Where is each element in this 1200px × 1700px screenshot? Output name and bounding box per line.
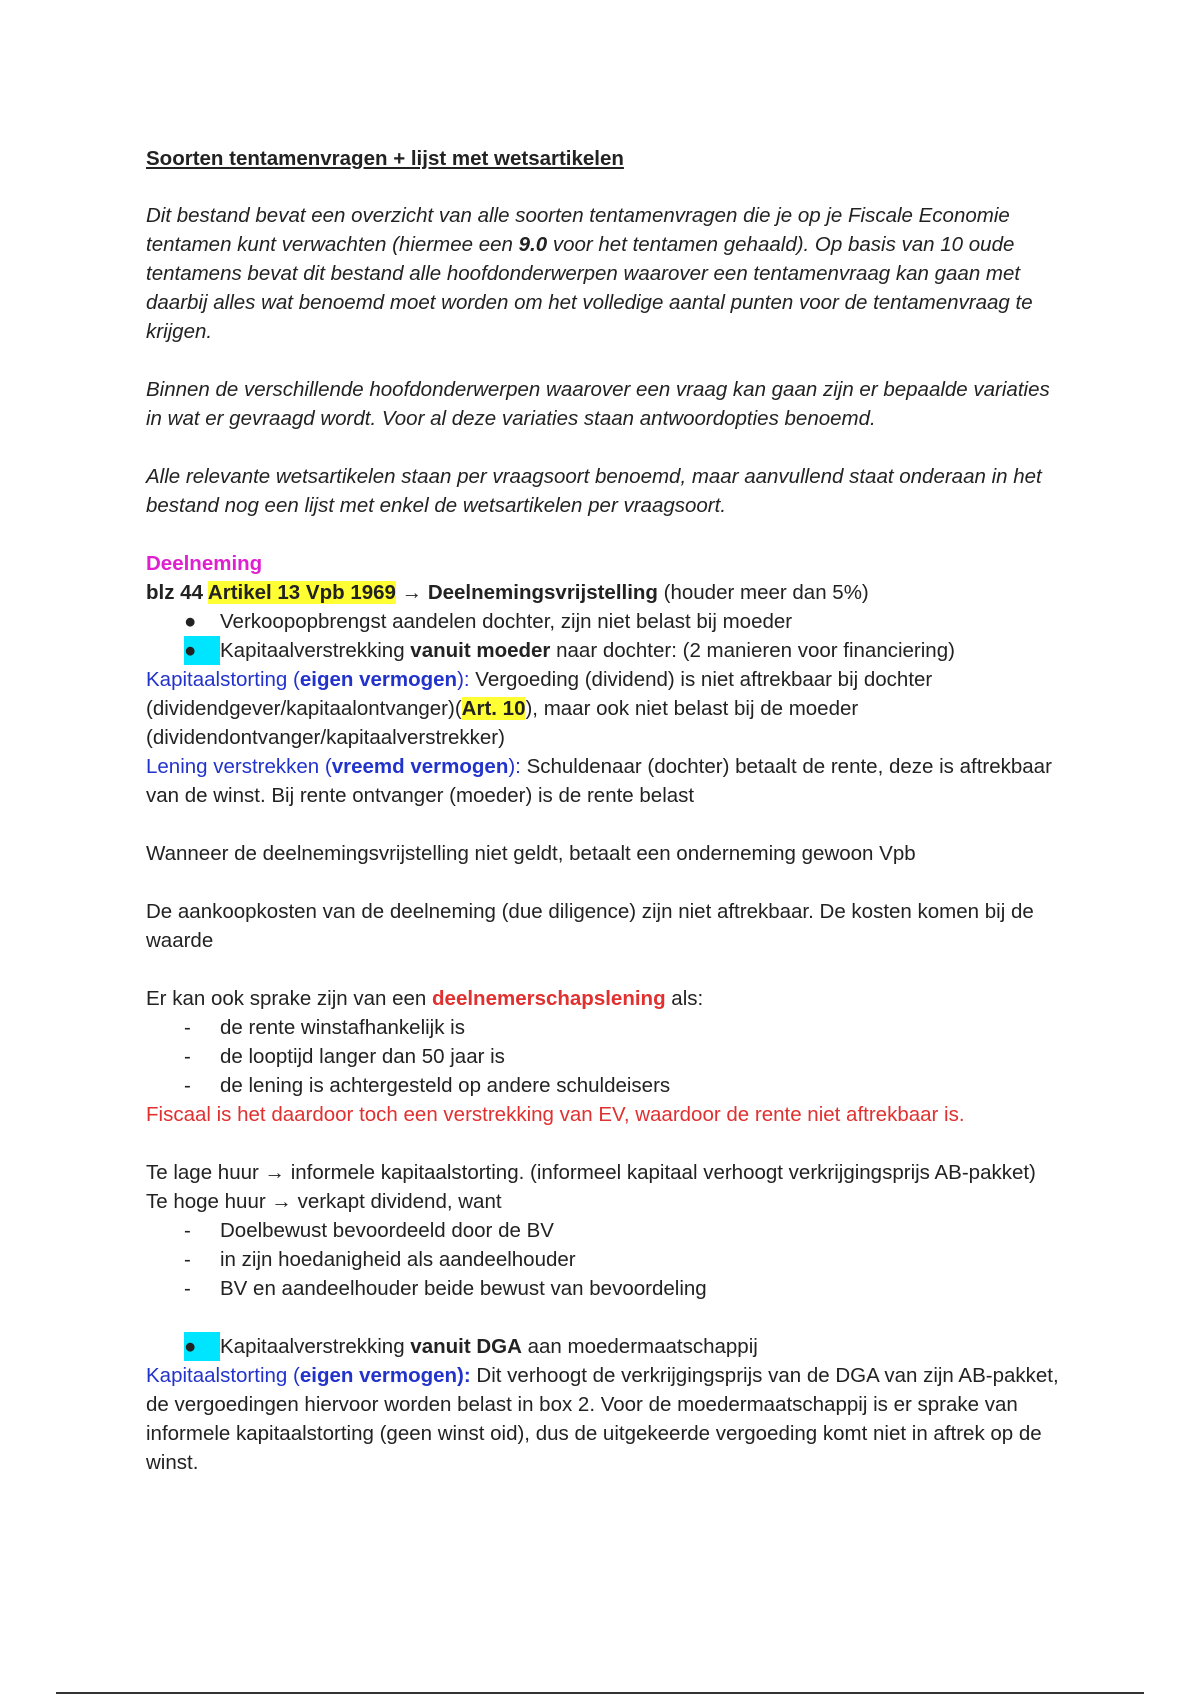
list-item — [184, 1071, 1066, 1100]
exemption-name: Deelnemingsvrijstelling — [427, 581, 658, 604]
list-item-text: aan moedermaatschappij — [521, 1335, 758, 1358]
list-item — [184, 1245, 1066, 1274]
list-item-text: de rente winstafhankelijk is — [220, 1016, 465, 1039]
bullet-list — [146, 607, 1066, 665]
dash-icon: - — [184, 1074, 191, 1097]
huur-laag: Te lage huur → informele kapitaalstorting. (informeel kapitaal verhoogt verkrijgingsprijs AB-pakket) — [146, 1161, 1036, 1184]
dash-icon: - — [184, 1219, 191, 1242]
aankoop-paragraph: De aankoopkosten van de deelneming (due diligence) zijn niet aftrekbaar. De kosten komen bij de waarde — [146, 900, 1034, 952]
list-item-text: Verkoopopbrengst aandelen dochter, zijn niet belast bij moeder — [220, 610, 793, 633]
dash-icon: - — [184, 1277, 191, 1300]
list-item-bold: vanuit DGA — [410, 1335, 522, 1358]
blue-label-bold: eigen vermogen): — [299, 1364, 471, 1387]
blue-label: Kapitaalstorting ( — [146, 1364, 300, 1387]
exemption-note: (houder meer dan 5%) — [657, 581, 869, 604]
article-line — [146, 578, 1066, 607]
kapitaalstorting-dga-paragraph — [146, 1361, 1066, 1477]
vpb-paragraph: Wanneer de deelnemingsvrijstelling niet geldt, betaalt een onderneming gewoon Vpb — [146, 842, 916, 865]
kapitaalstorting-paragraph — [146, 665, 1066, 752]
blue-label-bold: vreemd vermogen — [331, 755, 509, 778]
intro-paragraph-1 — [146, 201, 1066, 346]
bullet-icon: ● — [184, 1332, 220, 1361]
lening-intro — [146, 984, 1066, 1013]
document-title: Soorten tentamenvragen + lijst met wetsartikelen — [146, 147, 624, 170]
paragraph-text: ), maar ook niet belast bij de moeder (dividendontvanger/kapitaalverstrekker) — [146, 697, 859, 749]
list-item — [184, 1013, 1066, 1042]
list-item-bold: vanuit moeder — [410, 639, 551, 662]
intro-paragraph-3: Alle relevante wetsartikelen staan per vraagsoort benoemd, maar aanvullend staat onderaan in het bestand nog een lijst met enkel de wetsartikelen per vraagsoort. — [146, 465, 1042, 517]
list-item — [184, 1042, 1066, 1071]
paragraph-text: als: — [665, 987, 704, 1010]
bullet-icon: ● — [184, 636, 220, 665]
article-ref: Artikel 13 Vpb 1969 — [207, 581, 396, 604]
list-item — [184, 1274, 1066, 1303]
blue-label-bold: eigen vermogen — [299, 668, 458, 691]
lening-conditions — [146, 1013, 1066, 1100]
list-item-text: Doelbewust bevoordeeld door de BV — [220, 1219, 554, 1242]
dash-icon: - — [184, 1016, 191, 1039]
list-item — [184, 1216, 1066, 1245]
list-item-text: de lening is achtergesteld op andere schuldeisers — [220, 1074, 671, 1097]
huur-hoog: Te hoge huur → verkapt dividend, want — [146, 1190, 502, 1213]
list-item — [184, 607, 1066, 636]
paragraph-text: Er kan ook sprake zijn van een — [146, 987, 433, 1010]
paragraph-text: Dit verhoogt de verkrijgingsprijs van de DGA van zijn AB-pakket, de vergoedingen hiervoor worden belast in box 2. Voor de moedermaatschappij is er sprake van informele kapitaalstorting (geen winst oid), dus de uitgekeerde vergoeding komt niet in aftrek op de winst. — [146, 1364, 1059, 1474]
list-item — [184, 1332, 1066, 1361]
list-item-text: naar dochter: (2 manieren voor financiering) — [550, 639, 955, 662]
paragraph-text: Schuldenaar (dochter) betaalt de rente, deze is aftrekbaar van de winst. Bij rente ontvanger (moeder) is de rente belast — [146, 755, 1052, 807]
lening-paragraph — [146, 752, 1066, 810]
intro-text: voor het tentamen gehaald). Op basis van 10 oude tentamens bevat dit bestand alle hoofdonderwerpen waarover een tentamenvraag kan gaan met daarbij alles wat benoemd moet worden om het volledige aantal punten voor de tentamenvraag te krijgen. — [146, 233, 1033, 343]
bullet-list — [146, 1332, 1066, 1361]
blue-label: ): — [508, 755, 521, 778]
dash-icon: - — [184, 1045, 191, 1068]
list-item-text: Kapitaalverstrekking — [220, 1335, 411, 1358]
red-term: deelnemerschapslening — [432, 987, 666, 1010]
page-bottom-rule — [56, 1692, 1144, 1694]
bullet-icon: ● — [184, 610, 197, 633]
document-page — [146, 144, 1066, 1477]
arrow: → — [395, 581, 428, 604]
list-item-text: BV en aandeelhouder beide bewust van bevoordeling — [220, 1277, 707, 1300]
intro-grade: 9.0 — [518, 233, 548, 256]
dash-icon: - — [184, 1248, 191, 1271]
intro-paragraph-2: Binnen de verschillende hoofdonderwerpen waarover een vraag kan gaan zijn er bepaalde variaties in wat er gevraagd wordt. Voor al deze variaties staan antwoordopties benoemd. — [146, 378, 1050, 430]
fiscaal-note: Fiscaal is het daardoor toch een verstrekking van EV, waardoor de rente niet aftrekbaar is. — [146, 1103, 965, 1126]
list-item-text: in zijn hoedanigheid als aandeelhouder — [220, 1248, 576, 1271]
blue-label: ): — [457, 668, 470, 691]
list-item-text: de looptijd langer dan 50 jaar is — [220, 1045, 505, 1068]
paragraph-text: Vergoeding (dividend) is niet aftrekbaar bij dochter (dividendgever/kapitaalontvanger)( — [146, 668, 933, 720]
intro-text: Dit bestand bevat een overzicht van alle soorten tentamenvragen die je op je Fiscale Economie tentamen kunt verwachten (hiermee een — [146, 204, 1010, 256]
list-item — [184, 636, 1066, 665]
article-ref: Art. 10 — [461, 697, 526, 720]
blue-label: Kapitaalstorting ( — [146, 668, 300, 691]
huur-conditions — [146, 1216, 1066, 1303]
list-item-text: Kapitaalverstrekking — [220, 639, 411, 662]
section-heading: Deelneming — [146, 552, 263, 575]
intro — [146, 201, 1066, 520]
page-ref: blz 44 — [146, 581, 208, 604]
blue-label: Lening verstrekken ( — [146, 755, 332, 778]
